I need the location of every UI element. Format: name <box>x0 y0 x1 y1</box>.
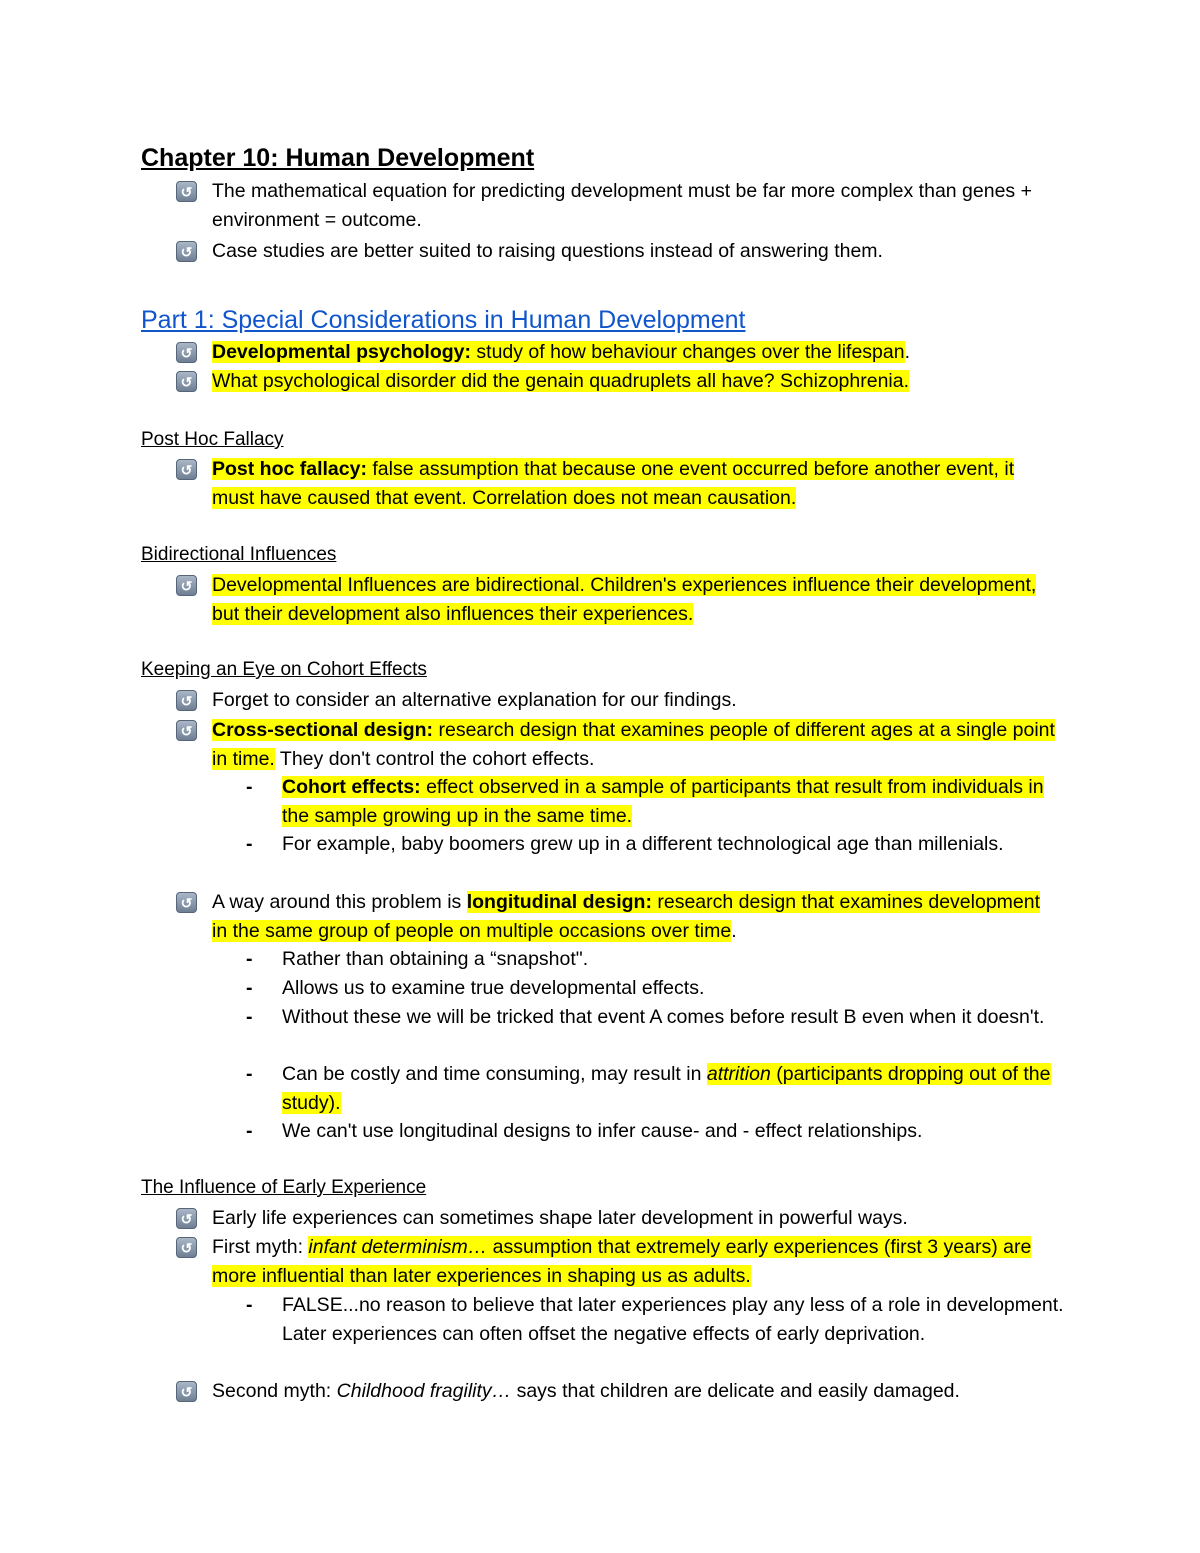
refresh-arrow-icon: ↺ <box>176 1381 197 1402</box>
term: Cohort effects: <box>282 776 421 798</box>
sub-item <box>246 1060 1066 1117</box>
sub-item <box>246 1117 1066 1146</box>
item-tail: They don't control the cohort effects. <box>274 747 595 770</box>
sub-item-text <box>282 773 1066 830</box>
item-text: Case studies are better suited to raising questions instead of answering them. <box>212 240 883 262</box>
list-item <box>176 338 1056 367</box>
dash-bullet: - <box>246 1006 253 1028</box>
section-heading: The Influence of Early Experience <box>141 1177 427 1198</box>
sub-item <box>246 830 1066 859</box>
term: Childhood fragility… <box>336 1380 512 1402</box>
sub-item <box>246 1291 1066 1348</box>
item-text <box>212 888 1056 945</box>
definition: (participants dropping out of the study). <box>282 1063 1051 1114</box>
term: Cross-sectional design: <box>212 719 434 741</box>
highlighted-text: What psychological disorder did the genain quadruplets all have? Schizophrenia. <box>212 370 910 392</box>
definition: assumption that extremely early experiences (first 3 years) are more influential than later experiences in shaping us as adults. <box>212 1236 1032 1287</box>
refresh-arrow-icon: ↺ <box>176 459 197 480</box>
sub-item-text: Without these we will be tricked that event A comes before result B even when it doesn't. <box>282 1006 1045 1028</box>
sub-item <box>246 974 1066 1003</box>
chapter-title: Chapter 10: Human Development <box>141 144 535 172</box>
sub-item-text: Rather than obtaining a “snapshot". <box>282 948 589 970</box>
item-text <box>212 455 1056 512</box>
list-item <box>176 177 1056 234</box>
list-item <box>176 686 1056 715</box>
sub-item <box>246 1003 1066 1032</box>
item-pre: A way around this problem is <box>212 891 467 913</box>
sub-item-text: For example, baby boomers grew up in a different technological age than millenials. <box>282 833 1004 855</box>
item-text <box>212 571 1056 628</box>
sub-item-text: FALSE...no reason to believe that later experiences play any less of a role in development. Later experiences can often offset the negative effects of early deprivation. <box>282 1294 1064 1345</box>
item-text <box>212 367 1056 396</box>
refresh-arrow-icon: ↺ <box>176 575 197 596</box>
definition: research design that examines development in the same group of people on multiple occasions over time <box>212 891 1041 942</box>
sub-item <box>246 945 1066 974</box>
dash-bullet: - <box>246 833 253 855</box>
sub-item <box>246 773 1066 830</box>
item-text: Early life experiences can sometimes shape later development in powerful ways. <box>212 1207 908 1229</box>
refresh-arrow-icon: ↺ <box>176 720 197 741</box>
item-text <box>212 338 1056 367</box>
item-text <box>212 716 1056 773</box>
sub-item-text: We can't use longitudinal designs to infer cause- and - effect relationships. <box>282 1120 923 1142</box>
refresh-arrow-icon: ↺ <box>176 1237 197 1258</box>
item-text <box>212 1377 1056 1406</box>
list-item <box>176 1233 1056 1290</box>
section-heading: Bidirectional Influences <box>141 544 337 565</box>
item-text <box>212 1233 1056 1290</box>
definition: says that children are delicate and easily damaged. <box>511 1380 960 1402</box>
dash-bullet: - <box>246 1120 253 1142</box>
item-text: Forget to consider an alternative explanation for our findings. <box>212 689 737 711</box>
list-item <box>176 237 1056 266</box>
list-item <box>176 1204 1056 1233</box>
dash-bullet: - <box>246 1294 253 1316</box>
item-text: The mathematical equation for predicting development must be far more complex than genes + environment = outcome. <box>212 180 1032 231</box>
item-pre: Can be costly and time consuming, may result in <box>282 1063 707 1085</box>
refresh-arrow-icon: ↺ <box>176 892 197 913</box>
term: Post hoc fallacy: <box>212 458 367 480</box>
highlighted-text: Developmental Influences are bidirectional. Children's experiences influence their development, but their development also influences their experiences. <box>212 574 1037 625</box>
list-item <box>176 888 1056 945</box>
list-item <box>176 455 1056 512</box>
list-item <box>176 716 1056 773</box>
definition: study of how behaviour changes over the lifespan <box>470 341 905 363</box>
dash-bullet: - <box>246 977 253 999</box>
item-end: . <box>904 341 911 363</box>
refresh-arrow-icon: ↺ <box>176 1208 197 1229</box>
sub-item-text: Allows us to examine true developmental effects. <box>282 977 705 999</box>
item-pre: Second myth: <box>212 1380 337 1402</box>
refresh-arrow-icon: ↺ <box>176 690 197 711</box>
definition: research design that examines people of different ages at a single point in time. <box>212 719 1055 770</box>
refresh-arrow-icon: ↺ <box>176 342 197 363</box>
part-heading-link[interactable]: Part 1: Special Considerations in Human Development <box>141 306 746 334</box>
term: attrition <box>706 1063 771 1085</box>
refresh-arrow-icon: ↺ <box>176 371 197 392</box>
dash-bullet: - <box>246 948 253 970</box>
refresh-arrow-icon: ↺ <box>176 241 197 262</box>
refresh-arrow-icon: ↺ <box>176 181 197 202</box>
dash-bullet: - <box>246 1063 253 1085</box>
term: infant determinism… <box>308 1236 488 1258</box>
term: longitudinal design: <box>466 891 652 913</box>
item-pre: First myth: <box>212 1236 309 1258</box>
sub-item-text <box>282 1060 1066 1117</box>
list-item <box>176 1377 1056 1406</box>
definition: false assumption that because one event occurred before another event, it must have caused that event. Correlation does not mean causation. <box>212 458 1015 509</box>
definition: effect observed in a sample of participants that result from individuals in the sample growing up in the same time. <box>282 776 1044 827</box>
dash-bullet: - <box>246 776 253 798</box>
list-item <box>176 571 1056 628</box>
section-heading: Post Hoc Fallacy <box>141 429 284 450</box>
list-item <box>176 367 1056 396</box>
item-end: . <box>731 919 737 942</box>
section-heading: Keeping an Eye on Cohort Effects <box>141 659 427 680</box>
term: Developmental psychology: <box>212 341 471 363</box>
